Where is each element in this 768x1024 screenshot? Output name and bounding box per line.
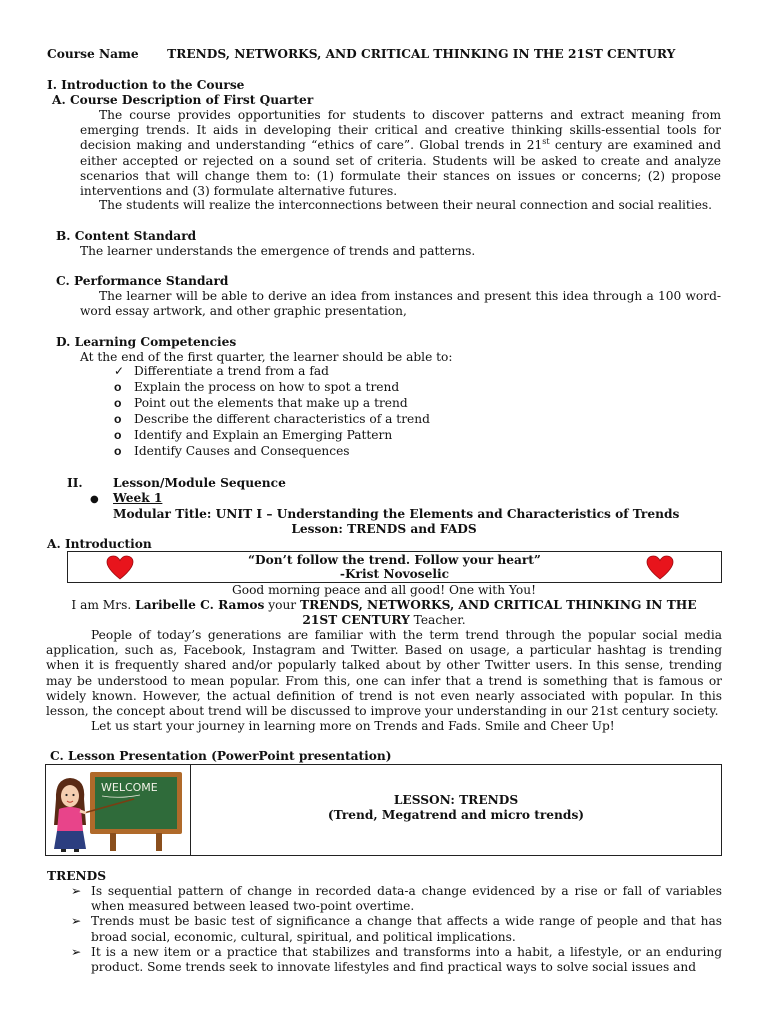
performance-standard-text: The learner will be able to derive an idea from instances and present this idea through a 100 word-word essay artwork, and other graphic presentation,	[80, 289, 721, 319]
competency-text: Describe the different characteristics of a trend	[134, 412, 430, 426]
section-heading-lesson-sequence: Lesson/Module Sequence	[113, 476, 286, 490]
lesson-box-subtitle: (Trend, Megatrend and micro trends)	[327, 808, 585, 822]
competencies-intro: At the end of the first quarter, the learner should be able to:	[80, 350, 453, 364]
content-standard-text: The learner understands the emergence of trends and patterns.	[80, 244, 476, 258]
subheading-learning-competencies: D. Learning Competencies	[56, 335, 237, 349]
bullet-icon: o	[114, 412, 122, 426]
teacher-intro-mid: your	[264, 598, 300, 612]
course-description-paragraph	[80, 108, 721, 199]
bullet-icon: o	[114, 380, 122, 394]
course-name-line	[47, 47, 737, 62]
course-title: TRENDS, NETWORKS, AND CRITICAL THINKING IN THE 21ST CENTURY	[167, 47, 676, 61]
competency-item	[112, 380, 512, 396]
subheading-introduction: A. Introduction	[47, 537, 152, 551]
quote-box	[67, 551, 722, 583]
subheading-course-description: A. Course Description of First Quarter	[52, 93, 314, 107]
course-name-label: Course Name	[47, 47, 139, 61]
section-heading-intro: I. Introduction to the Course	[47, 78, 245, 92]
lesson-box-title: LESSON: TRENDS	[393, 793, 519, 807]
trends-list-item	[67, 945, 722, 975]
lesson-title: Lesson: TRENDS and FADS	[291, 522, 477, 536]
competency-item	[112, 396, 512, 412]
week-label: Week 1	[113, 491, 163, 505]
journey-text: Let us start your journey in learning more on Trends and Fads. Smile and Cheer Up!	[91, 719, 615, 733]
subheading-performance-standard: C. Performance Standard	[56, 274, 229, 288]
lesson-presentation-box	[45, 764, 722, 856]
competency-list	[112, 364, 512, 460]
bullet-icon: ●	[90, 494, 99, 505]
trends-list	[67, 884, 722, 975]
welcome-board-text: WELCOME	[101, 781, 158, 794]
subheading-content-standard: B. Content Standard	[56, 229, 197, 243]
trends-item-text: It is a new item or a practice that stabilizes and transforms into a habit, a lifestyle, or an enduring product. Some trends seek to innovate lifestyles and find practical ways to solve social issues and	[91, 944, 722, 975]
desc-superscript: st	[542, 137, 550, 147]
arrow-bullet-icon: ➢	[71, 914, 82, 929]
bullet-icon: o	[114, 444, 122, 458]
subheading-lesson-presentation: C. Lesson Presentation (PowerPoint presentation)	[50, 749, 392, 763]
competency-text: Identify and Explain an Emerging Pattern	[134, 428, 393, 442]
competency-item	[112, 412, 512, 428]
trends-heading: TRENDS	[47, 869, 106, 883]
greeting: Good morning peace and all good! One with You!	[232, 583, 536, 597]
arrow-bullet-icon: ➢	[71, 884, 82, 898]
competency-item	[112, 444, 512, 460]
teacher-course-1: TRENDS, NETWORKS, AND CRITICAL THINKING IN THE	[300, 598, 697, 612]
course-description-paragraph-2: The students will realize the interconnections between their neural connection and social realities.	[99, 198, 713, 212]
modular-title: Modular Title: UNIT I – Understanding the Elements and Characteristics of Trends	[113, 507, 680, 521]
teacher-intro-post: Teacher.	[409, 613, 466, 627]
competency-text: Explain the process on how to spot a trend	[134, 380, 400, 394]
section-heading-number: II.	[67, 476, 83, 490]
arrow-bullet-icon: ➢	[71, 944, 82, 959]
bullet-icon: o	[114, 396, 122, 410]
introduction-paragraph: People of today’s generations are familiar with the term trend through the popular social media application, such as, Facebook, Instagram and Twitter. Based on usage, a particular hashtag is trending when it is frequently shared and/or popularly talked about by other Twitter users. In this sense, trending may be understood to mean popular. From this, one can infer that a trend is something that is famous or widely known. However, the actual definition of trend is not even nearly associated with popular. In this lesson, the concept about trend will be discussed to improve your understanding in our 21st century society.	[46, 628, 722, 719]
competency-text: Point out the elements that make up a trend	[134, 396, 408, 410]
quote-text: “Don’t follow the trend. Follow your heart”	[248, 553, 541, 567]
competency-text: Identify Causes and Consequences	[134, 444, 350, 458]
quote-author: -Krist Novoselic	[339, 567, 450, 581]
trends-list-item	[67, 884, 722, 914]
bullet-icon: o	[114, 428, 122, 442]
teacher-welcome-illustration	[50, 769, 186, 853]
teacher-name: Laribelle C. Ramos	[135, 598, 265, 612]
teacher-intro-pre: I am Mrs.	[71, 598, 136, 612]
desc-text-a: The course provides opportunities for students to discover patterns and extract meaning from emerging trends. It aids in developing their critical and creative thinking skills-essential tools for decision making and understanding “ethics of care”. Global trends in 21	[80, 108, 721, 153]
teacher-intro	[0, 598, 768, 613]
checkmark-icon: ✓	[114, 364, 125, 378]
trends-item-text: Is sequential pattern of change in recorded data-a change evidenced by a rise or fall of variables when measured between leased two-point overtime.	[91, 884, 722, 914]
competency-item	[112, 428, 512, 444]
trends-list-item	[67, 914, 722, 944]
competency-item	[112, 364, 512, 380]
competency-text: Differentiate a trend from a fad	[134, 364, 329, 378]
teacher-intro-2	[0, 613, 768, 628]
trends-item-text: Trends must be basic test of significance a change that affects a wide range of people and that has broad social, economic, cultural, spiritual, and political implications.	[91, 914, 722, 944]
teacher-course-2: 21ST CENTURY	[302, 613, 410, 627]
desc-text-b: century are examined and either accepted or rejected on a sound set of criteria. Students will be asked to create and analyze scenarios that will change them to: (1) formulate their stances on issues or concerns; (2) propose interventions and (3) formulate alternative futures.	[80, 138, 721, 199]
